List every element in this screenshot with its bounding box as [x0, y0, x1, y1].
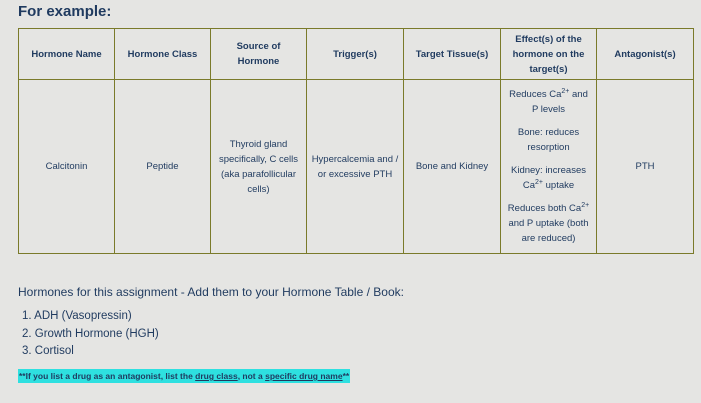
effect-1: Reduces $Ca^{2+}$ and P levels — [509, 87, 588, 115]
list-item: 1. ADH (Vasopressin) — [22, 310, 132, 322]
antagonist-note: **If you list a drug as an antagonist, list the drug class, not a specific drug name** — [19, 371, 350, 381]
effect-2: Bone: reduces resorption — [517, 127, 580, 153]
cell-hormone-class: Peptide — [115, 80, 211, 254]
effect-3: Kidney: increases $Ca^{2+}$ uptake — [511, 165, 586, 191]
header-triggers: Trigger(s) — [307, 29, 404, 80]
list-item: 2. Growth Hormone (HGH) — [22, 327, 159, 340]
cell-hormone-name: Calcitonin — [19, 80, 115, 254]
table-header-row — [19, 29, 694, 80]
cell-source: Thyroid gland specifically, C cells (aka parafollicular cells) — [211, 80, 307, 254]
cell-effects — [501, 80, 597, 254]
header-effects: Effect(s) of the hormone on the target(s) — [501, 29, 597, 80]
page-heading: For example: — [18, 3, 112, 20]
effect-4: Reduces both $Ca^{2+}$ and P uptake (both are reduced) — [507, 201, 590, 244]
table-row — [19, 80, 694, 254]
list-item: 3. Cortisol — [22, 345, 74, 357]
header-source: Source of Hormone — [211, 29, 307, 80]
header-antagonists: Antagonist(s) — [597, 29, 694, 80]
header-hormone-name: Hormone Name — [19, 29, 115, 80]
cell-trigger: Hypercalcemia and / or excessive PTH — [307, 80, 404, 254]
header-target-tissues: Target Tissue(s) — [404, 29, 501, 80]
assignment-intro: Hormones for this assignment - Add them to your Hormone Table / Book: — [18, 285, 404, 299]
assignment-list — [22, 308, 159, 361]
cell-target: Bone and Kidney — [404, 80, 501, 254]
hormone-table — [18, 28, 694, 254]
header-hormone-class: Hormone Class — [115, 29, 211, 80]
cell-antagonist: PTH — [597, 80, 694, 254]
